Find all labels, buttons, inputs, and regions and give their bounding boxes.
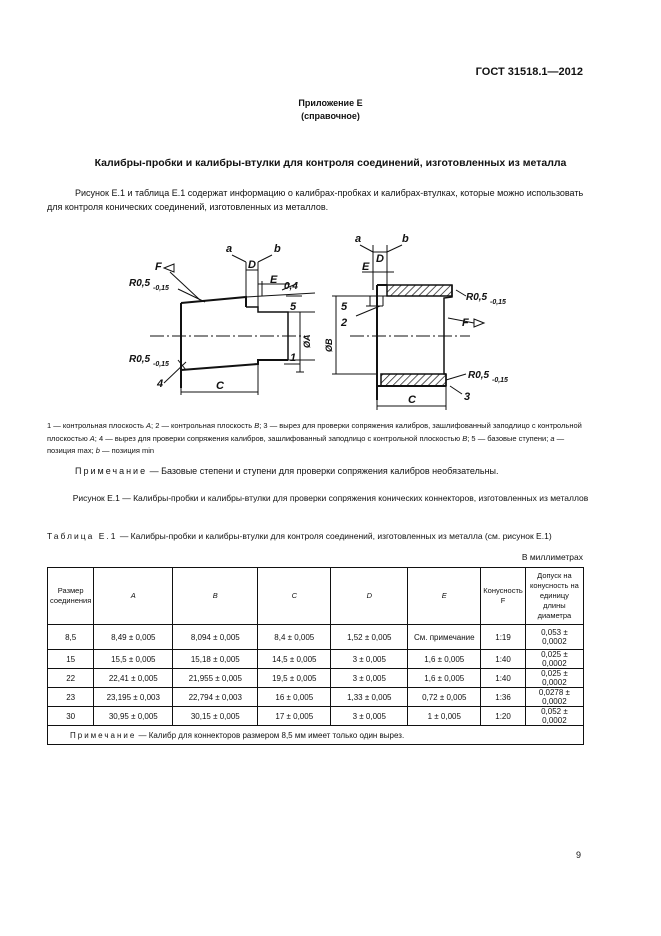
- table-cell: 1,52 ± 0,005: [331, 625, 408, 650]
- header-a: A: [94, 568, 173, 625]
- appendix-subtitle: (справочное): [301, 111, 360, 121]
- header-taper: Конусность F: [481, 568, 526, 625]
- table-cell: 1,6 ± 0,005: [408, 669, 481, 688]
- gauge-drawing: [0, 0, 661, 420]
- table-cell: 0,053 ± 0,0002: [525, 625, 583, 650]
- table-header-row: [48, 568, 584, 625]
- label-radius-bush-bot-tol: -0,15: [492, 377, 508, 384]
- label-3: 3: [464, 391, 471, 403]
- table-cell: 1 ± 0,005: [408, 707, 481, 726]
- table-cell: См. примечание: [408, 625, 481, 650]
- table-caption: Таблица Е.1 — Калибры-пробки и калибры-втулки для контроля соединений, изготовленных из металла (см. рисунок Е.1): [47, 531, 552, 541]
- header-c: C: [258, 568, 331, 625]
- figure-caption: Рисунок Е.1 — Калибры-пробки и калибры-втулки для проверки сопряжения конических коннекторов, изготовленных из металлов: [72, 493, 589, 503]
- table-cell: 15,5 ± 0,005: [94, 650, 173, 669]
- table-cell: 0,052 ± 0,0002: [525, 707, 583, 726]
- table-cell: 17 ± 0,005: [258, 707, 331, 726]
- section-title: Калибры-пробки и калибры-втулки для контроля соединений, изготовленных из металла: [94, 157, 567, 169]
- figure-legend: 1 — контрольная плоскость A; 2 — контрольная плоскость B; 3 — вырез для проверки сопряжения калибров, зашлифованный заподлицо с контрольной плоскостью A; 4 — вырез для проверки сопряжения калибров, зашлифованный заподлицо с контрольной плоскостью B; 5 — базовые ступени; a — позиция max; b — позиция min: [47, 421, 582, 455]
- table-cell: 8,5: [48, 625, 94, 650]
- label-1: 1: [290, 352, 297, 364]
- label-d-plug: D: [248, 259, 256, 271]
- table-cell: 3 ± 0,005: [331, 707, 408, 726]
- page-number: 9: [575, 850, 581, 860]
- table-cell: 3 ± 0,005: [331, 650, 408, 669]
- table-row: [48, 625, 584, 650]
- table-cell: 15,18 ± 0,005: [173, 650, 258, 669]
- label-diam-b: ØB: [324, 338, 334, 352]
- label-radius-plug-top: R0,5: [129, 278, 151, 289]
- label-e-bush: E: [362, 261, 370, 273]
- gauge-table: [47, 567, 584, 745]
- label-4: 4: [157, 378, 164, 390]
- header-size: Размер соединения: [48, 568, 94, 625]
- header-b: B: [173, 568, 258, 625]
- table-cell: 16 ± 0,005: [258, 688, 331, 707]
- label-2: 2: [341, 317, 348, 329]
- table-row: [48, 650, 584, 669]
- label-c-bush: C: [408, 394, 416, 406]
- plug-gauge: [150, 255, 315, 395]
- table-cell: 22: [48, 669, 94, 688]
- table-cell: 15: [48, 650, 94, 669]
- table-cell: 23: [48, 688, 94, 707]
- standard-header: ГОСТ 31518.1—2012: [475, 66, 583, 78]
- table-cell: 1:20: [481, 707, 526, 726]
- label-b-bush: b: [402, 233, 409, 245]
- table-row: [48, 688, 584, 707]
- label-f-bush: F: [462, 317, 469, 329]
- label-radius-bush-top-tol: -0,15: [490, 299, 506, 306]
- label-5-bush: 5: [341, 301, 348, 313]
- table-cell: 3 ± 0,005: [331, 669, 408, 688]
- figure-note: Примечание — Базовые степени и ступени для проверки сопряжения калибров необязательны.: [75, 466, 499, 476]
- label-c-plug: C: [216, 380, 224, 392]
- table-cell: 8,4 ± 0,005: [258, 625, 331, 650]
- header-e: E: [408, 568, 481, 625]
- table-note: Примечание — Калибр для коннекторов размером 8,5 мм имеет только один вырез.: [48, 726, 584, 745]
- label-d-bush: D: [376, 253, 384, 265]
- label-5-plug: 5: [290, 301, 297, 313]
- label-radius-bush-top: R0,5: [466, 292, 488, 303]
- table-cell: 1,33 ± 0,005: [331, 688, 408, 707]
- table-cell: 22,41 ± 0,005: [94, 669, 173, 688]
- appendix-title: Приложение Е: [298, 98, 363, 108]
- label-radius-plug-top-tol: -0,15: [153, 285, 169, 292]
- table-cell: 30,15 ± 0,005: [173, 707, 258, 726]
- intro-paragraph: Рисунок Е.1 и таблица Е.1 содержат информацию о калибрах-пробках и калибрах-втулках, которые можно использовать для контроля конических соединений, изготовленных из металлов.: [47, 188, 584, 212]
- table-cell: 0,025 ± 0,0002: [525, 650, 583, 669]
- table-cell: 0,0278 ± 0,0002: [525, 688, 583, 707]
- table-cell: 8,094 ± 0,005: [173, 625, 258, 650]
- label-radius-plug-bot-tol: -0,15: [153, 361, 169, 368]
- label-radius-bush-bot: R0,5: [468, 370, 490, 381]
- table-cell: 0,72 ± 0,005: [408, 688, 481, 707]
- table-cell: 8,49 ± 0,005: [94, 625, 173, 650]
- label-b-plug: b: [274, 243, 281, 255]
- label-f-plug: F: [155, 261, 162, 273]
- table-cell: 1:36: [481, 688, 526, 707]
- label-e-plug: E: [270, 274, 278, 286]
- table-cell: 30,95 ± 0,005: [94, 707, 173, 726]
- table-cell: 1:40: [481, 669, 526, 688]
- table-cell: 0,025 ± 0,0002: [525, 669, 583, 688]
- table-cell: 23,195 ± 0,003: [94, 688, 173, 707]
- table-cell: 1:19: [481, 625, 526, 650]
- table-cell: 21,955 ± 0,005: [173, 669, 258, 688]
- table-row: [48, 669, 584, 688]
- label-radius-plug-bot: R0,5: [129, 354, 151, 365]
- table-cell: 1,6 ± 0,005: [408, 650, 481, 669]
- table-cell: 1:40: [481, 650, 526, 669]
- table-cell: 14,5 ± 0,005: [258, 650, 331, 669]
- table-row: [48, 707, 584, 726]
- header-tolerance: Допуск на конусность на единицу длины диаметра: [525, 568, 583, 625]
- label-angle: 0,4: [284, 281, 298, 292]
- table-cell: 30: [48, 707, 94, 726]
- table-cell: 19,5 ± 0,005: [258, 669, 331, 688]
- table-units: В миллиметрах: [521, 552, 583, 562]
- table-cell: 22,794 ± 0,003: [173, 688, 258, 707]
- label-a-plug: a: [226, 243, 233, 255]
- header-d: D: [331, 568, 408, 625]
- label-diam-a: ØA: [302, 334, 312, 348]
- label-a-bush: a: [355, 233, 362, 245]
